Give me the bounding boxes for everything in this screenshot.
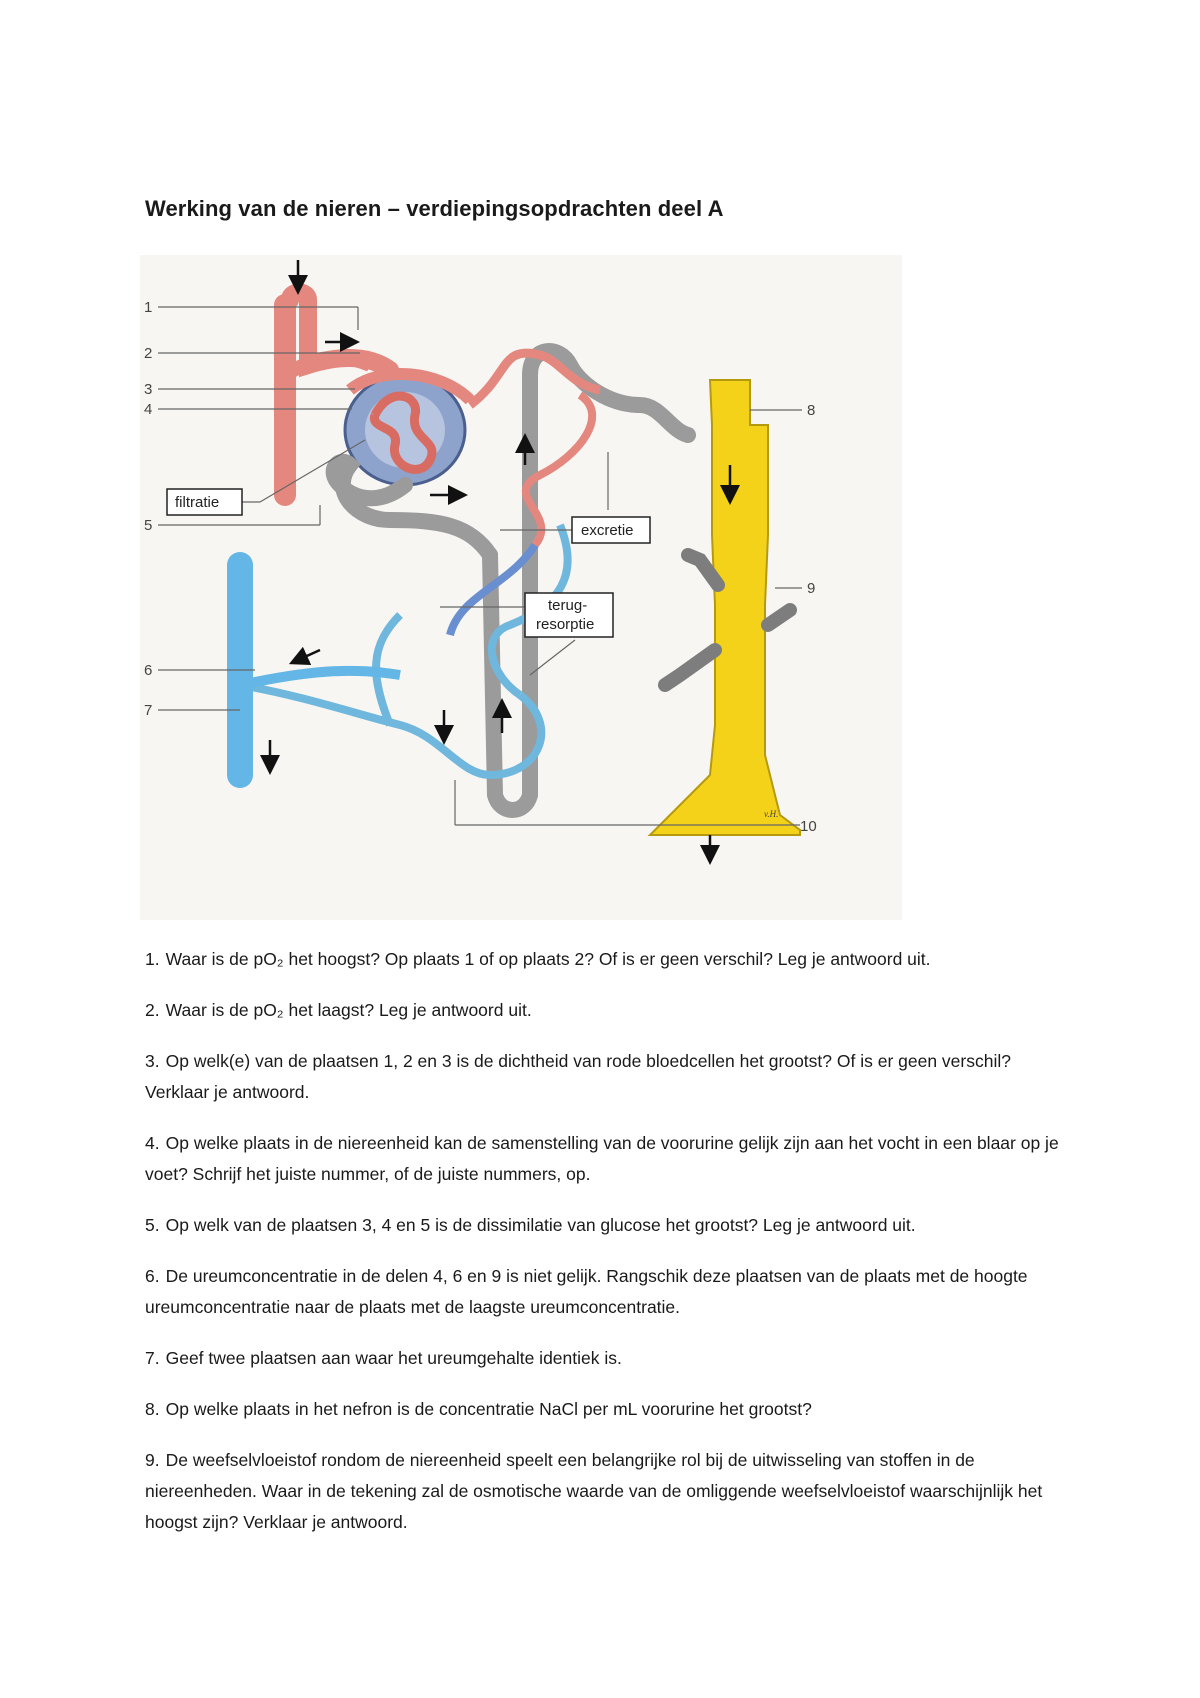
question-number: 2. (145, 1000, 160, 1020)
question-number: 6. (145, 1266, 160, 1286)
question-text: Op welk van de plaatsen 3, 4 en 5 is de dissimilatie van glucose het grootst? Leg je antwoord uit. (165, 1215, 916, 1235)
question-number: 1. (145, 949, 160, 969)
question-7 (145, 1343, 1065, 1374)
label-3: 3 (144, 381, 153, 398)
bowman-capsule (345, 374, 470, 485)
question-number: 3. (145, 1051, 160, 1071)
question-9 (145, 1445, 1065, 1538)
label-8: 8 (807, 402, 816, 419)
label-7: 7 (144, 702, 153, 719)
question-2 (145, 995, 1065, 1026)
svg-text:excretie: excretie (581, 522, 634, 539)
question-4 (145, 1128, 1065, 1190)
question-6 (145, 1261, 1065, 1323)
question-text: Op welke plaats in de niereenheid kan de samenstelling van de voorurine gelijk zijn aan het vocht in een blaar op je voet? Schrijf het juiste nummer, of de juiste nummers, op. (145, 1133, 1059, 1184)
question-3 (145, 1046, 1065, 1108)
question-5 (145, 1210, 1065, 1241)
vein (240, 565, 400, 775)
label-10: 10 (800, 818, 817, 835)
question-number: 9. (145, 1450, 160, 1470)
question-number: 5. (145, 1215, 160, 1235)
question-text: Waar is de pO₂ het hoogst? Op plaats 1 of op plaats 2? Of is er geen verschil? Leg je antwoord uit. (165, 949, 931, 969)
label-6: 6 (144, 662, 153, 679)
svg-text:filtratie: filtratie (175, 494, 220, 511)
label-2: 2 (144, 345, 153, 362)
question-text: Op welk(e) van de plaatsen 1, 2 en 3 is de dichtheid van rode bloedcellen het grootst? Of is er geen verschil? Verklaar je antwoord. (145, 1051, 1011, 1102)
nephron-diagram (140, 255, 902, 920)
question-text: Geef twee plaatsen aan waar het ureumgehalte identiek is. (165, 1348, 622, 1368)
question-8 (145, 1394, 1065, 1425)
label-box-filtratie (167, 489, 242, 515)
question-number: 4. (145, 1133, 160, 1153)
label-5: 5 (144, 517, 153, 534)
question-list (145, 944, 1065, 1558)
page-title: Werking van de nieren – verdiepingsopdrachten deel A (145, 196, 724, 221)
question-text: Waar is de pO₂ het laagst? Leg je antwoord uit. (165, 1000, 532, 1020)
question-1 (145, 944, 1065, 975)
label-9: 9 (807, 580, 816, 597)
nephron-illustration (140, 255, 902, 920)
label-box-excretie (572, 517, 650, 543)
question-text: Op welke plaats in het nefron is de concentratie NaCl per mL voorurine het grootst? (165, 1399, 812, 1419)
label-1: 1 (144, 299, 153, 316)
question-text: De ureumconcentratie in de delen 4, 6 en 9 is niet gelijk. Rangschik deze plaatsen van de plaats met de hoogte ureumconcentratie naar de plaats met de laagste ureumconcentratie. (145, 1266, 1028, 1317)
question-number: 7. (145, 1348, 160, 1368)
label-4: 4 (144, 401, 153, 418)
collecting-duct (650, 380, 800, 835)
question-text: De weefselvloeistof rondom de niereenheid speelt een belangrijke rol bij de uitwisseling van stoffen in de niereenheden. Waar in de tekening zal de osmotische waarde van de omliggende weefselvloeistof waarschijnlijk het hoogst zijn? Verklaar je antwoord. (145, 1450, 1043, 1532)
svg-text:resorptie: resorptie (536, 616, 595, 633)
question-number: 8. (145, 1399, 160, 1419)
label-box-terugresorptie (525, 593, 613, 637)
illustrator-signature: v.H. (764, 809, 779, 819)
svg-text:terug-: terug- (548, 597, 588, 614)
